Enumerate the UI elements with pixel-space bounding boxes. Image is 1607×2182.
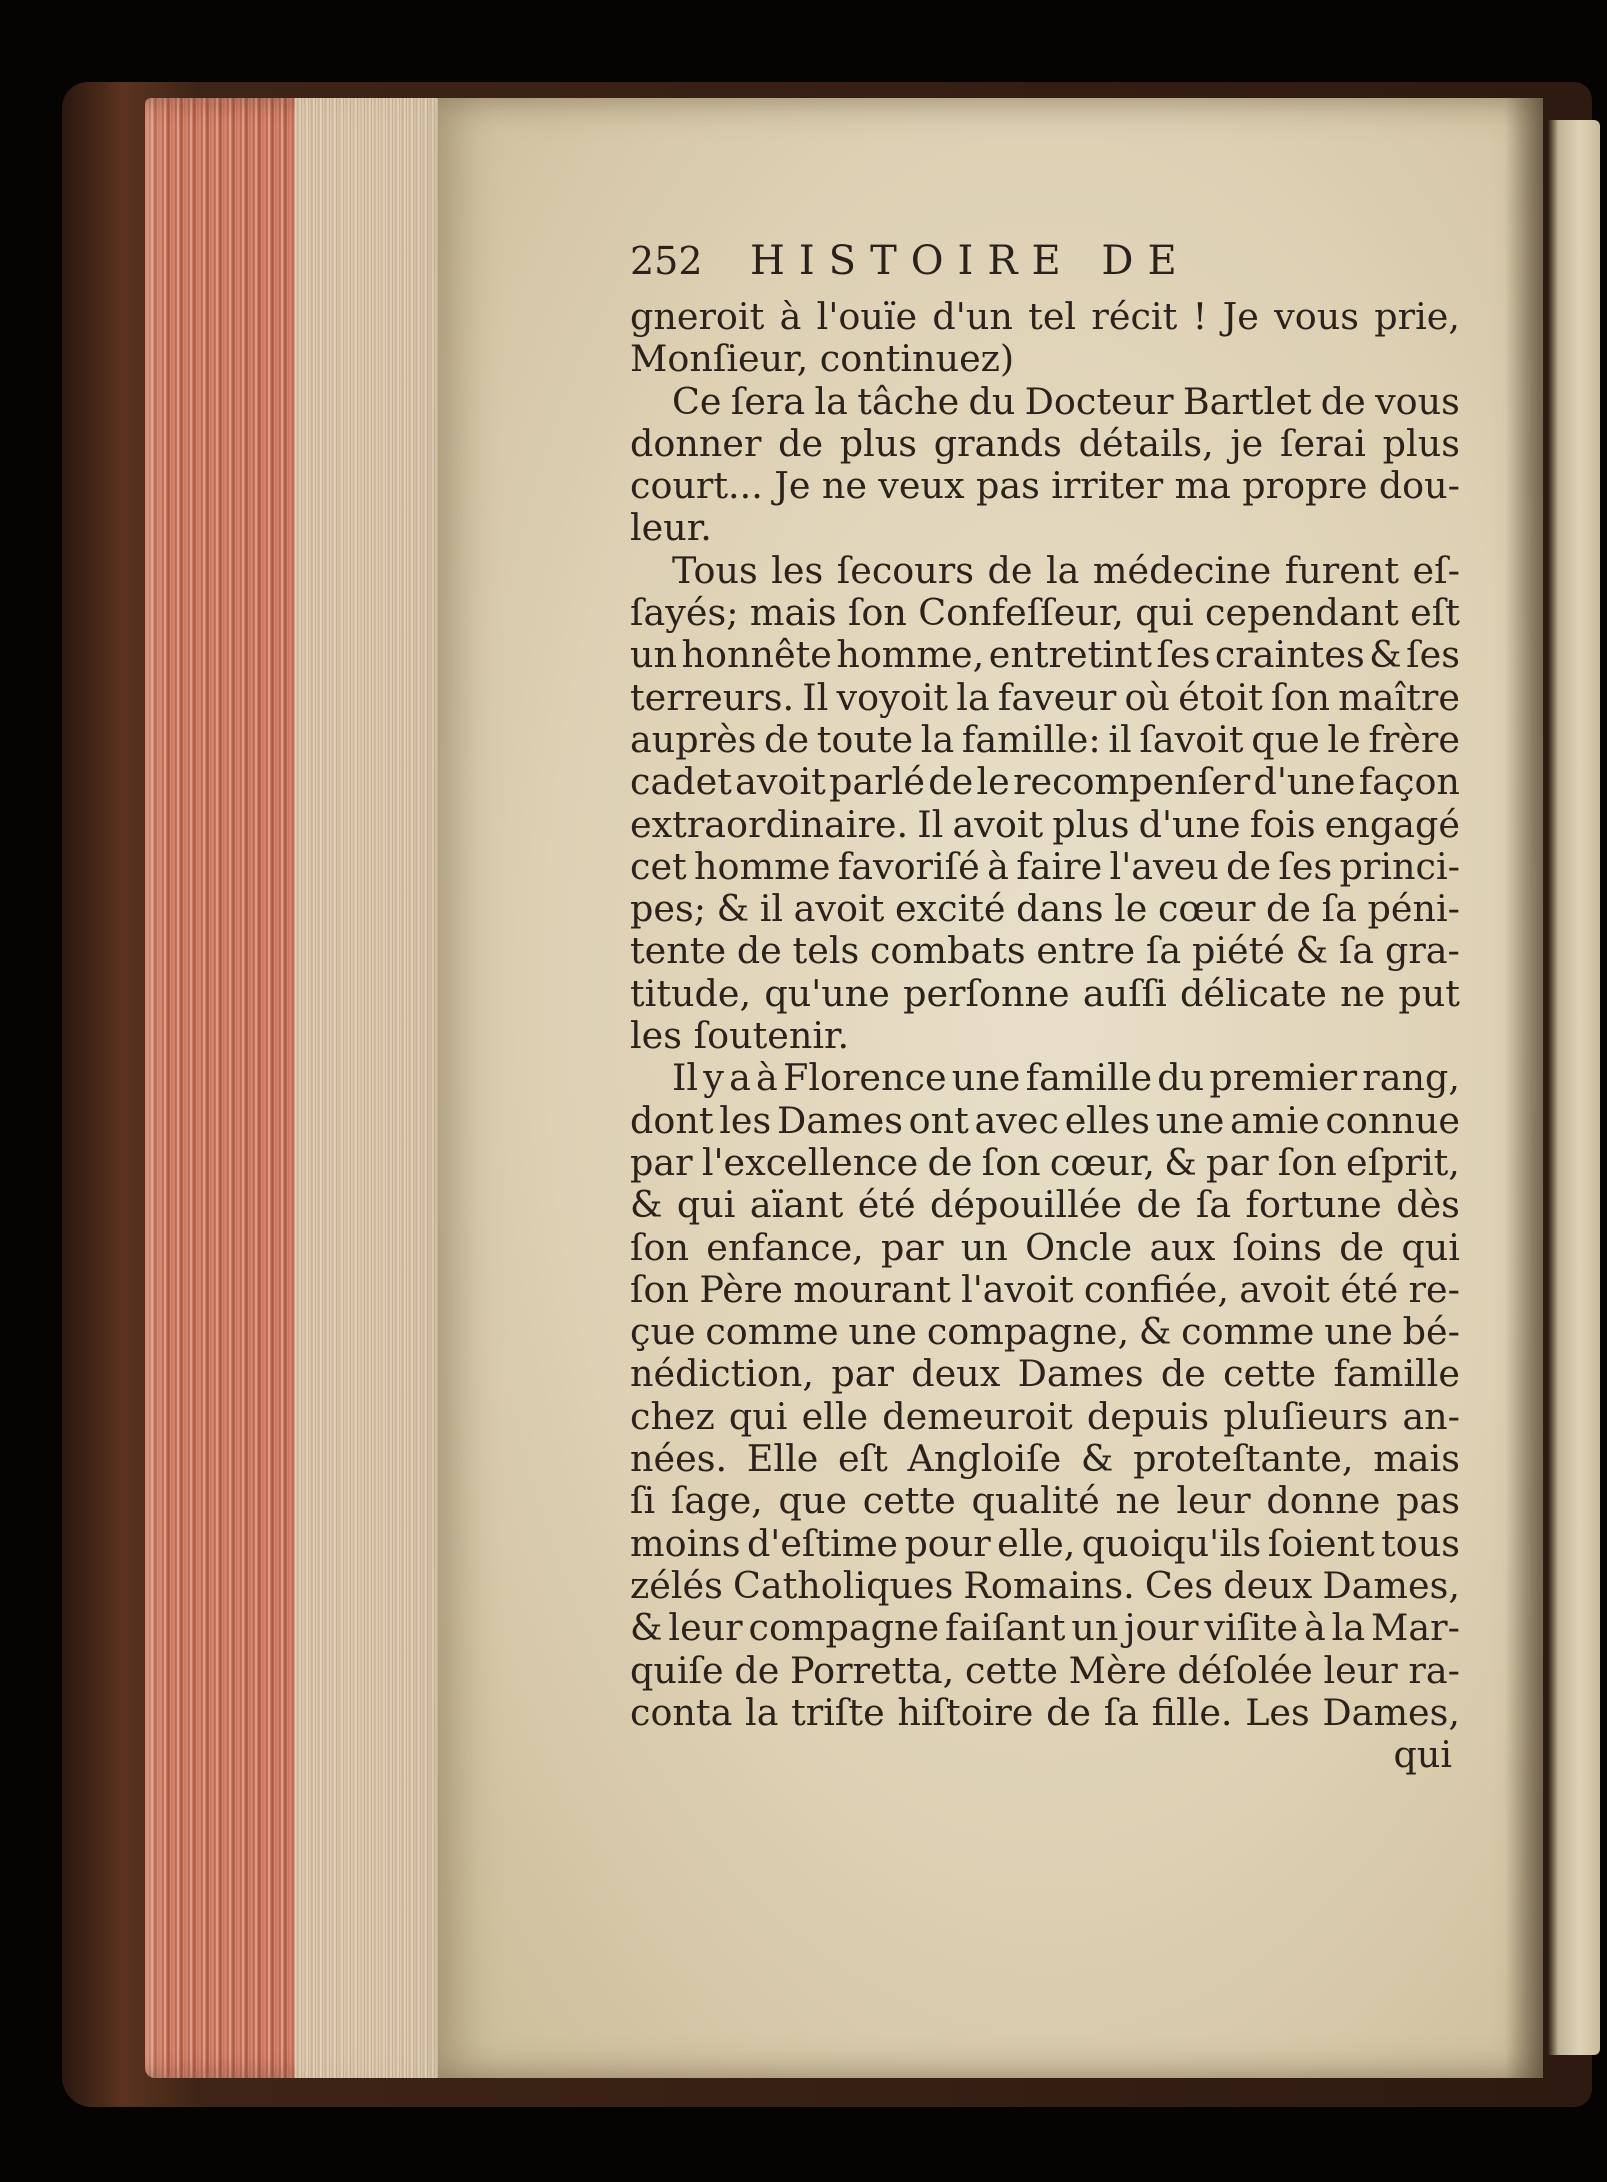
text-line: quiſe de Porretta, cette Mère déſolée leur ra- bbox=[630, 1648, 1460, 1692]
text-line: court... Je ne veux pas irriter ma propre dou- bbox=[630, 464, 1460, 508]
text-line: conta la triſte hiſtoire de ſa fille. Les Dames, bbox=[630, 1690, 1460, 1734]
text-line: nédiction, par deux Dames de cette famille bbox=[630, 1352, 1460, 1396]
text-line: donner de plus grands détails, je ſerai plus bbox=[630, 421, 1460, 465]
text-line: par l'excellence de ſon cœur, & par ſon eſprit, bbox=[630, 1140, 1460, 1184]
text-line: cadet avoit parlé de le recompenſer d'une façon bbox=[630, 760, 1460, 804]
text-line: cet homme favoriſé à faire l'aveu de ſes princi- bbox=[630, 844, 1460, 888]
text-block bbox=[630, 240, 1460, 1776]
text-line: & leur compagne faiſant un jour viſite à la Mar- bbox=[630, 1606, 1460, 1650]
text-line: dont les Dames ont avec elles une amie connue bbox=[630, 1098, 1460, 1142]
facing-page-edge bbox=[1548, 120, 1600, 2055]
text-line: pes; & il avoit excité dans le cœur de ſa péni- bbox=[630, 887, 1460, 931]
text-line: Ce ſera la tâche du Docteur Bartlet de vous bbox=[672, 379, 1460, 423]
text-line: auprès de toute la famille: il ſavoit que le frère bbox=[630, 717, 1460, 761]
text-line: gneroit à l'ouïe d'un tel récit ! Je vous prie, bbox=[630, 295, 1460, 338]
text-line: moins d'eſtime pour elle, quoiqu'ils ſoient tous bbox=[630, 1521, 1460, 1565]
text-line: chez qui elle demeuroit depuis pluſieurs an- bbox=[630, 1394, 1460, 1438]
text-line: ſon Père mourant l'avoit confiée, avoit été re- bbox=[630, 1267, 1460, 1311]
text-line: zélés Catholiques Romains. Ces deux Dames, bbox=[630, 1563, 1460, 1607]
text-line: leur. bbox=[630, 506, 712, 550]
text-line: Monſieur, continuez) bbox=[630, 337, 1015, 381]
page-number: 252 bbox=[630, 239, 703, 283]
text-line: ſi ſage, que cette qualité ne leur donne pas bbox=[630, 1479, 1460, 1523]
body-text bbox=[630, 296, 1460, 1734]
page-edges bbox=[145, 98, 445, 2078]
text-line: titude, qu'une perſonne auſſi délicate ne put bbox=[630, 971, 1460, 1015]
text-line: extraordinaire. Il avoit plus d'une fois engagé bbox=[630, 802, 1460, 846]
text-line: un honnête homme, entretint ſes craintes & ſes bbox=[630, 633, 1460, 677]
text-line: tente de tels combats entre ſa piété & ſa gra- bbox=[630, 929, 1460, 973]
text-line: terreurs. Il voyoit la faveur où étoit ſon maître bbox=[630, 675, 1460, 719]
running-head: HISTOIRE DE bbox=[750, 238, 1191, 284]
text-line: Tous les ſecours de la médecine furent eſ- bbox=[672, 548, 1460, 592]
text-line: nées. Elle eſt Angloiſe & proteſtante, mais bbox=[630, 1437, 1460, 1481]
catchword: qui bbox=[1393, 1733, 1452, 1777]
text-line: ſon enfance, par un Oncle aux ſoins de qui bbox=[630, 1225, 1460, 1269]
page-header bbox=[630, 240, 1460, 296]
text-line: çue comme une compagne, & comme une bé- bbox=[630, 1310, 1460, 1354]
text-line: & qui aïant été dépouillée de ſa fortune dès bbox=[630, 1183, 1460, 1227]
text-line: ſayés; mais ſon Confeſſeur, qui cependant eſt bbox=[630, 591, 1460, 635]
text-line: les ſoutenir. bbox=[630, 1014, 850, 1058]
gutter-shadow bbox=[1505, 98, 1553, 2078]
text-line: Il y a à Florence une famille du premier rang, bbox=[672, 1056, 1460, 1100]
